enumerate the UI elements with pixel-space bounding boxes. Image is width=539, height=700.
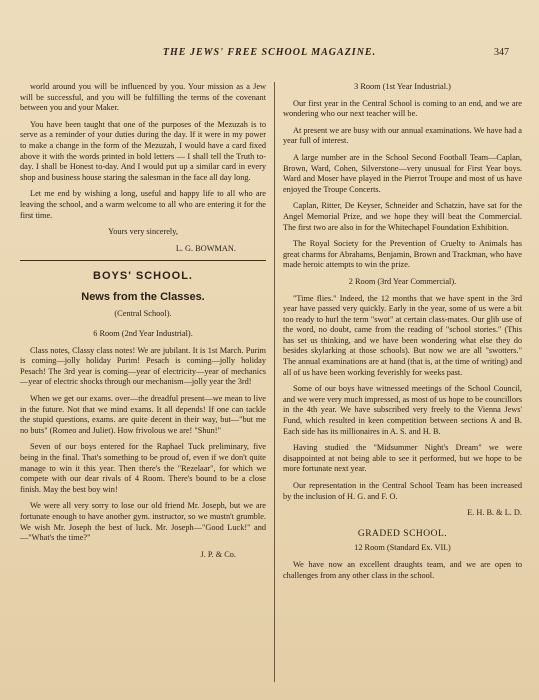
letter-paragraph: You have been taught that one of the purposes of the Mezuzah is to serve as a reminder of your duties during the day. If it were in my power to make a change in the form of the Mezuzah, I would have a card fixed above it with the words printed in bold letters — I shall tell the Truth to-day. I shall be Honest to-day. And I would put up a similar card in every shop and business house staring the salesman in the face all day long. (20, 119, 266, 182)
page-number: 347 (494, 47, 509, 58)
section-heading: BOYS' SCHOOL. (93, 270, 193, 283)
column-divider (274, 82, 275, 682)
class-paragraph: Having studied the "Midsummer Night's Dream" we were disappointed at not being able to see it performed, but we hope to be more fortunate next year. (283, 443, 522, 474)
magazine-title: THE JEWS' FREE SCHOOL MAGAZINE. (162, 47, 377, 58)
letter-signature: L. G. BOWMAN. (175, 243, 236, 253)
class-paragraph: At present we are busy with our annual examinations. We have had a year full of interest. (283, 125, 522, 146)
section-divider (20, 260, 266, 261)
class-heading: 12 Room (Standard Ex. VII.) (354, 543, 451, 553)
class-paragraph: "Time flies." Indeed, the 12 months that we have spent in the 3rd year have passed very quickly. Early in the year, some of us were a bit too ready to hurl the term "swot" at certain class-mates. Our glib use of the word, no doubt, came from the reading of "school stories." (This has set us thinking, and we have been wondering what else they do besides skylarking at those schools). But now we are all "swotters." The annual examinations are at hand (that is, at the time of writing) and all of us have been working feverishly for weeks past. (283, 293, 522, 377)
class-paragraph: We were all very sorry to lose our old friend Mr. Joseph, but we are fortunate enough to have another gym. instructor, so we mustn't grumble. We wish Mr. Joseph the best of luck. Mr. Joseph—"Good Luck!" and—"What's the time?" (20, 501, 266, 543)
class-paragraph: We have now an excellent draughts team, and we are open to challenges from any other class in the school. (283, 559, 522, 580)
class-heading: 3 Room (1st Year Industrial.) (354, 82, 451, 91)
class-paragraph: The Royal Society for the Prevention of Cruelty to Animals has great charms for Abrahams, Benjamin, Brown and Trackman, who have made heroic attempts to win the prize. (283, 239, 522, 270)
left-column (20, 82, 266, 566)
letter-closing: Yours very sincerely, (108, 227, 178, 237)
class-paragraph: Some of our boys have witnessed meetings of the School Council, and we were very much impressed, as most of us hope to be councillors in the 4th year. We have subscribed very freely to the Vienna Jews' Fund, which resulted in keen competition between sections A and B. Each side has its millionaires in A. S. and H. B. (283, 384, 522, 436)
article-subheading: (Central School). (114, 308, 172, 318)
class-paragraph: Our representation in the Central School Team has been increased by the inclusion of H. G. and F. O. (283, 481, 522, 501)
class-heading: 2 Room (3rd Year Commercial). (348, 276, 457, 286)
class-paragraph: When we get our exams. over—the dreadful present—we mean to live in the future. Not that we mind exams. It all depends! If one can tackle the stupid questions, exams. are quite decent in their way, but—"but me no buts" (Romeo and Juliet). How frivolous we are! "Shun!" (20, 394, 266, 435)
right-column (283, 82, 522, 587)
class-paragraph: Caplan, Ritter, De Keyser, Schneider and Schatzin, have sat for the Angel Memorial Prize, and we hope they will beat the Commercial. The first two are also in for the Whitechapel Foundation Exhibition. (283, 201, 522, 232)
class-signature: E. H. B. & L. D. (467, 508, 522, 518)
class-paragraph: A large number are in the School Second Football Team—Caplan, Brown, Ward, Cohen, Silverstone—very unusual for First Year boys. Ward and Moser have played in the Pierrot Troupe and most of us have enjoyed the Troupe Concerts. (283, 152, 522, 194)
letter-paragraph: Let me end by wishing a long, useful and happy life to all who are leaving the school, and a warm welcome to all who are entering it for the first time. (20, 189, 266, 220)
class-heading: 6 Room (2nd Year Industrial). (93, 329, 193, 339)
class-paragraph: Seven of our boys entered for the Raphael Tuck preliminary, five being in the final. That's something to be proud of, even if we don't quite manage to win it this year. Then there's the "Rezelaar", for which we compete with our dear rivals of 4 Room. There's bound to be a close finish. May the best boy win! (20, 442, 266, 494)
class-signature: J. P. & Co. (200, 549, 236, 559)
page-header (0, 47, 539, 61)
class-paragraph: Our first year in the Central School is coming to an end, and we are wondering who our next teacher will be. (283, 98, 522, 119)
letter-paragraph: world around you will be influenced by you. Your mission as a Jew will be successful, and you will be fulfilling the terms of the covenant between you and your Maker. (20, 82, 266, 113)
class-paragraph: Class notes, Classy class notes! We are jubilant. It is 1st March. Purim is coming—jolly holiday Purim! Pesach is coming—jolly holiday Pesach! The 3rd year is coming—year of electricity—year of mechanics—year of electric shocks through our mechanism—jolly year the 3rd! (20, 345, 266, 387)
article-heading: News from the Classes. (81, 290, 205, 303)
section-heading: GRADED SCHOOL. (357, 528, 448, 539)
